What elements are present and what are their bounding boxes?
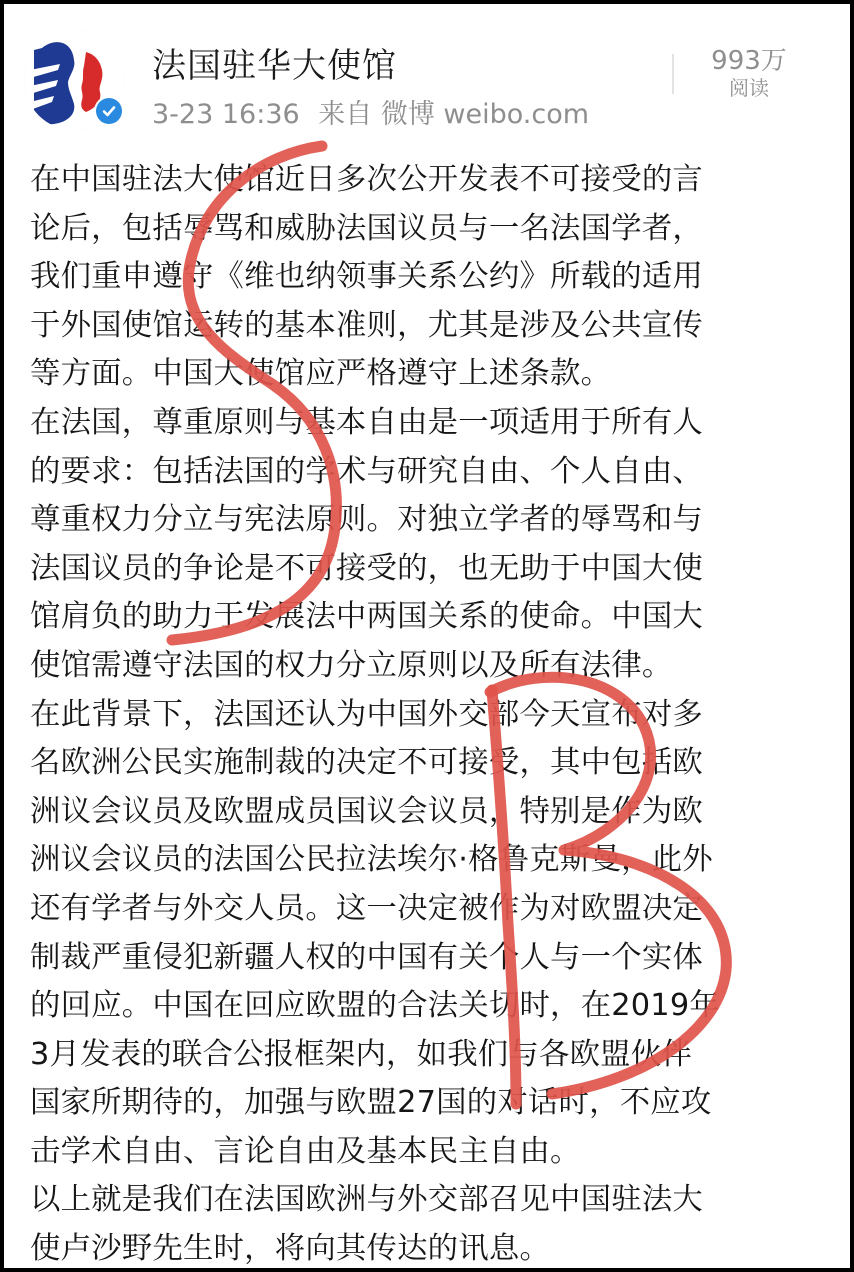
account-name[interactable]: 法国驻华大使馆 [152, 46, 397, 86]
text-line: 使馆需遵守法国的权力分立原则以及所有法律。 [30, 647, 673, 683]
post-source: 来自 微博 weibo.com [318, 99, 590, 130]
text-line: 尊重权力分立与宪法原则。对独立学者的辱骂和与 [30, 502, 703, 538]
text-line: 使卢沙野先生时，将向其传达的讯息。 [30, 1231, 551, 1267]
text-line: 国家所期待的，加强与欧盟27国的对话时，不应攻 [30, 1085, 712, 1121]
post-body [30, 156, 830, 1272]
text-line: 在法国，尊重原则与基本自由是一项适用于所有人 [30, 404, 703, 440]
post-date: 3-23 16:36 [152, 99, 300, 130]
read-count-label: 阅读 [729, 76, 769, 100]
text-line: 的要求：包括法国的学术与研究自由、个人自由、 [30, 453, 703, 489]
text-line: 洲议会议员的法国公民拉法埃尔·格鲁克斯曼，此外 [30, 842, 713, 878]
text-line: 等方面。中国大使馆应严格遵守上述条款。 [30, 356, 612, 392]
text-line: 3月发表的联合公报框架内，如我们与各欧盟伙伴 [30, 1036, 692, 1072]
text-line: 我们重申遵守《维也纳领事关系公约》所载的适用 [30, 259, 703, 295]
text-line: 在中国驻法大使馆近日多次公开发表不可接受的言 [30, 162, 703, 197]
text-line: 的回应。中国在回应欧盟的合法关切时，在2019年 [30, 988, 720, 1024]
header-divider [672, 54, 674, 94]
text-line: 击学术自由、言论自由及基本民主自由。 [30, 1133, 581, 1169]
text-line: 在此背景下，法国还认为中国外交部今天宣布对多 [30, 696, 703, 732]
text-line: 法国议员的争论是不可接受的，也无助于中国大使 [30, 550, 703, 586]
verified-check-icon [96, 98, 122, 124]
text-line: 论后，包括辱骂和威胁法国议员与一名法国学者， [30, 210, 703, 246]
text-line: 制裁严重侵犯新疆人权的中国有关个人与一个实体 [30, 939, 703, 975]
post-meta [152, 92, 599, 131]
text-line: 馆肩负的助力于发展法中两国关系的使命。中国大 [30, 599, 703, 635]
read-count [694, 46, 804, 100]
text-line: 于外国使馆运转的基本准则，尤其是涉及公共宣传 [30, 307, 703, 343]
read-count-value: 993万 [711, 46, 787, 76]
text-line: 以上就是我们在法国欧洲与外交部召见中国驻法大 [30, 1182, 703, 1218]
text-line: 名欧洲公民实施制裁的决定不可接受，其中包括欧 [30, 745, 703, 781]
text-line: 洲议会议员及欧盟成员国议会议员，特别是作为欧 [30, 793, 703, 829]
verified-badge [94, 96, 124, 126]
text-line: 还有学者与外交人员。这一决定被作为对欧盟决定 [30, 890, 703, 926]
post-header [4, 4, 850, 134]
